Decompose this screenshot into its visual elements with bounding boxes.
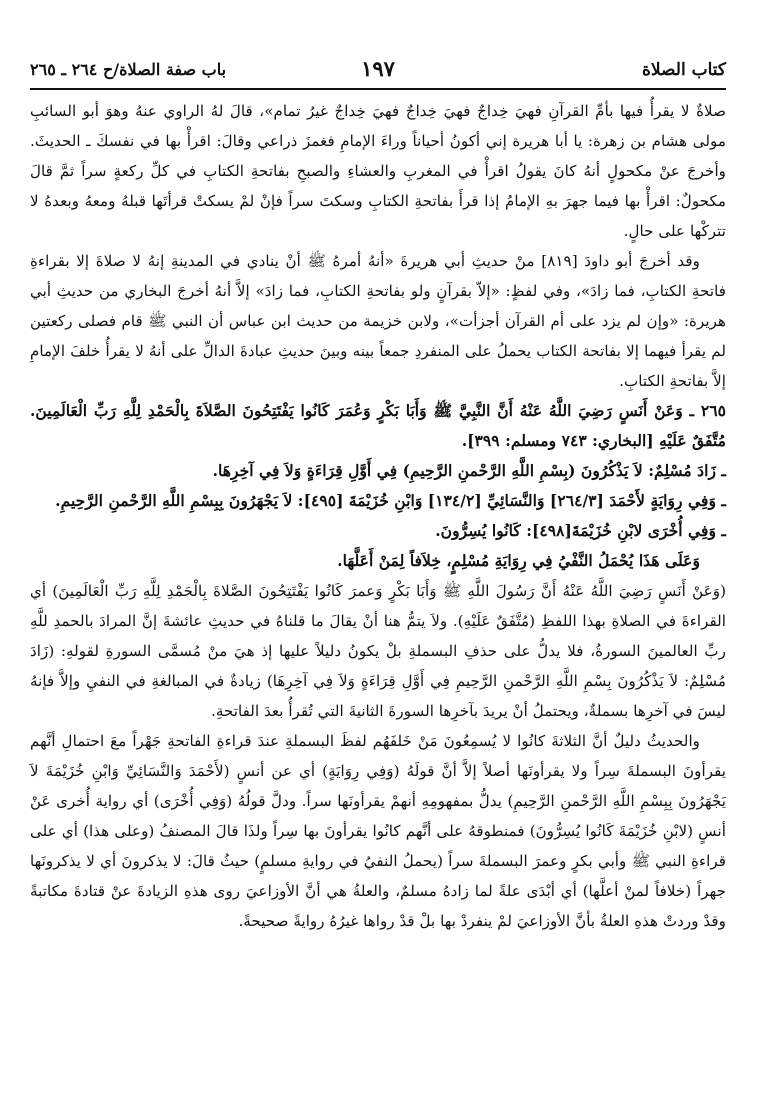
section-title: باب صفة الصلاة/ح ٢٦٤ ـ ٢٦٥ [30, 60, 227, 79]
chapter-title: كتاب الصلاة [641, 60, 726, 80]
hadith-addition: ـ زَادَ مُسْلِمٌ: لاَ يَذْكُرُونَ (بِسْمِ اللَّهِ الرَّحْمنِ الرَّحِيمِ) فِي أَوَّلِ قِرَاءَةٍ وَلاَ فِي آخِرِهَا. [212, 461, 726, 480]
commentary-paragraph: (وَعَنْ أَنَسٍ رَضِيَ اللَّهُ عَنْهُ أَنَّ رَسُولَ اللَّهِ ﷺ وَأَبَا بَكْرٍ وَعمرَ كَانُوا يَفْتَتِحُونَ الصَّلاةَ بِالْحَمْدِ لِلَّهِ رَبِّ الْعَالَمِينَ) أي القراءةَ في الصلاةِ بهذا اللفظِ (مُتَّفَقٌ عَلَيْهِ). ولاَ يتمُّ هنا أنْ يقالَ ما قلناهُ في حديثِ عائشةَ إنَّ المرادَ بالحمدِ للَّهِ ربِّ العالمينَ السورةُ، فلا يدلُّ على حذفِ البسملةِ بلْ يكونُ دليلاً عليها إذ هيَ منْ مُسمَّى السورةِ لقولهِ: (زَادَ مُسْلِمٌ: لاَ يَذْكُرُونَ بِسْمِ اللَّهِ الرَّحْمنِ الرَّحِيمِ فِي أَوَّلِ قِرَاءَةٍ وَلاَ فِي آخِرِهَا) زيادةٌ في المبالغةِ في النفيِ وإلاَّ فإنهُ ليسَ في آخرِها بسملةٌ، ويحتملُ أنْ يريدَ بآخرِها السورةَ الثانيةَ التي تُقرأُ بعدَ الفاتحةِ. [30, 582, 726, 720]
hadith-note: وَعَلَى هَذَا يُحْمَلُ النَّفْيُ فِي رِوَايَةِ مُسْلِمٍ، خِلاَفاً لِمَنْ أَعَلَّهَا. [337, 551, 700, 570]
hadith-text: ٢٦٥ ـ وَعَنْ أَنَسٍ رَضِيَ اللَّهُ عَنْهُ أَنَّ النَّبِيَّ ﷺ وَأَبَا بَكْرٍ وَعُمَرَ كَانُوا يَفْتَتِحُونَ الصَّلاَةَ بِالْحَمْدِ لِلَّهِ رَبِّ الْعَالَمِينَ. مُتَّفَقٌ عَلَيْهِ [البخاري: ٧٤٣ ومسلم: ٣٩٩]. [30, 401, 726, 450]
commentary-paragraph: وقد أخرجَ أبو داودَ [٨١٩] منْ حديثِ أبي هريرةَ «أنهُ أمرهُ ﷺ أنْ ينادي في المدينةِ إنهُ لا صلاةَ إلا بقراءةِ فاتحةِ الكتابِ، فما زادَ»، وفي لفظٍ: «إلاّ بقرآنٍ ولو بفاتحةِ الكتابِ، فما زادَ» إلاَّ أنهُ أخرجَ البخاري من حديثِ أبي هريرة: «وإن لم يزد على أم القرآن أجزأت»، ولابن خزيمة من حديث ابن عباس أن النبي ﷺ قام فصلى ركعتين لم يقرأ فيهما إلا بفاتحة الكتاب يحملُ على المنفردِ جمعاً بينه وبينَ حديثِ عبادةَ الدالِّ على أنهُ لا يقرأُ خلفَ الإمامِ إلاَّ بفاتحةِ الكتابِ. [30, 252, 726, 390]
commentary-paragraph: والحديثُ دليلٌ أنَّ الثلاثةَ كانُوا لا يُسمِعُونَ مَنْ خَلفَهُم لفظَ البسملةِ عندَ قراءةِ الفاتحةِ جَهْراً معَ احتمالِ أنَّهم يقرأونَ البسملةَ سِراً ولا يقرأونَها أصلاً إلاَّ أنَّ قولَهُ (وَفِي رِوَايَةٍ) أي عن أنسٍ (لأَحْمَدَ وَالنَّسَائِيِّ وَابْنِ خُزَيْمَةَ لاَ يَجْهَرُونَ بِبِسْمِ اللَّهِ الرَّحْمنِ الرَّحِيمِ) يدلُّ بمفهومِهِ أنهمْ يقرأونَها سراً. ودلَّ قولُهُ (وَفِي أُخْرَى) أي رواية أُخرى عَنْ أنسٍ (لابْنِ خُزَيْمَةَ كَانُوا يُسِرُّونَ) فمنطوقهُ على أنَّهم كانُوا يقرأونَ بها سِراً ولذَا قالَ المصنفُ (وعلى هذا) أي على قراءةِ النبي ﷺ وأبي بكرٍ وعمرَ البسملةَ سراً (يحملُ النفيُ في روايةِ مسلمٍ) حيثُ قالَ: لا يذكرونَ أي لا يذكرونَها جهراً (خلافاً لمنْ أعلَّها) أي أبْدَى علةً لما زادهُ مسلمٌ، والعلةُ هي أنَّ الأوزاعيَ روى هذهِ الزيادةَ عنْ قتادةَ مكاتبةً وقدْ وردتْ هذهِ العلةُ بأنَّ الأوزاعيَ لمْ ينفردْ بها بلْ قدْ رواها غيرُهُ روايةً صحيحةً. [30, 732, 726, 930]
hadith-addition: ـ وَفِي رِوَايَةٍ لأَحْمَدَ [٢٦٤/٣] وَالنَّسَائِيِّ [١٣٤/٢] وَابْنِ خُزَيْمَةَ [٤٩٥]: لاَ يَجْهَرُونَ بِبِسْمِ اللَّهِ الرَّحْمنِ الرَّحِيمِ. [55, 491, 726, 510]
page-body [30, 96, 726, 936]
commentary-paragraph: صلاةٌ لا يقرأُ فيها بأمِّ القرآنِ فهيَ خِداجٌ فهيَ خِداجٌ فهيَ خِداجٌ غيرُ تمام»، قالَ لهُ الراوي عنهُ وهوَ أبو السائبِ مولى هشام بن زهرة: يا أبا هريرة إني أكونُ أحياناً وراءَ الإمامِ فغمزَ ذراعي وقالَ: اقرأْ بها في نفسكَ ـ الحديثَ. وأخرجَ عنْ مكحولٍ أنهُ كانَ يقولُ اقرأْ في المغربِ والعشاءِ والصبحِ بفاتحةِ الكتابِ في كلِّ ركعةٍ سراً ثمَّ قالَ مكحولٌ: اقرأْ بها فيما جهرَ بهِ الإمامُ إذا قرأَ بفاتحةِ الكتابِ وسكتَ سراً فإنْ لمْ يسكتْ قرأتَها قبلهُ ومعهُ وبعدهُ لا تتركْها على حالٍ. [30, 102, 726, 240]
header-divider [30, 88, 726, 90]
hadith-body: وَعَنْ أَنَسٍ رَضِيَ اللَّهُ عَنْهُ أَنَّ النَّبِيَّ ﷺ وَأَبَا بَكْرٍ وَعُمَرَ كَانُوا يَفْتَتِحُونَ الصَّلاَةَ بِالْحَمْدِ لِلَّهِ رَبِّ الْعَالَمِينَ. مُتَّفَقٌ عَلَيْهِ [البخاري: ٧٤٣ ومسلم: ٣٩٩]. [30, 401, 726, 450]
hadith-addition: ـ وَفِي أُخْرَى لابْنِ خُزَيْمَةَ[٤٩٨]: كَانُوا يُسِرُّونَ. [435, 521, 726, 540]
hadith-number: ٢٦٥ [700, 401, 726, 420]
page-header [30, 52, 726, 92]
page-number: ١٩٧ [361, 56, 395, 81]
